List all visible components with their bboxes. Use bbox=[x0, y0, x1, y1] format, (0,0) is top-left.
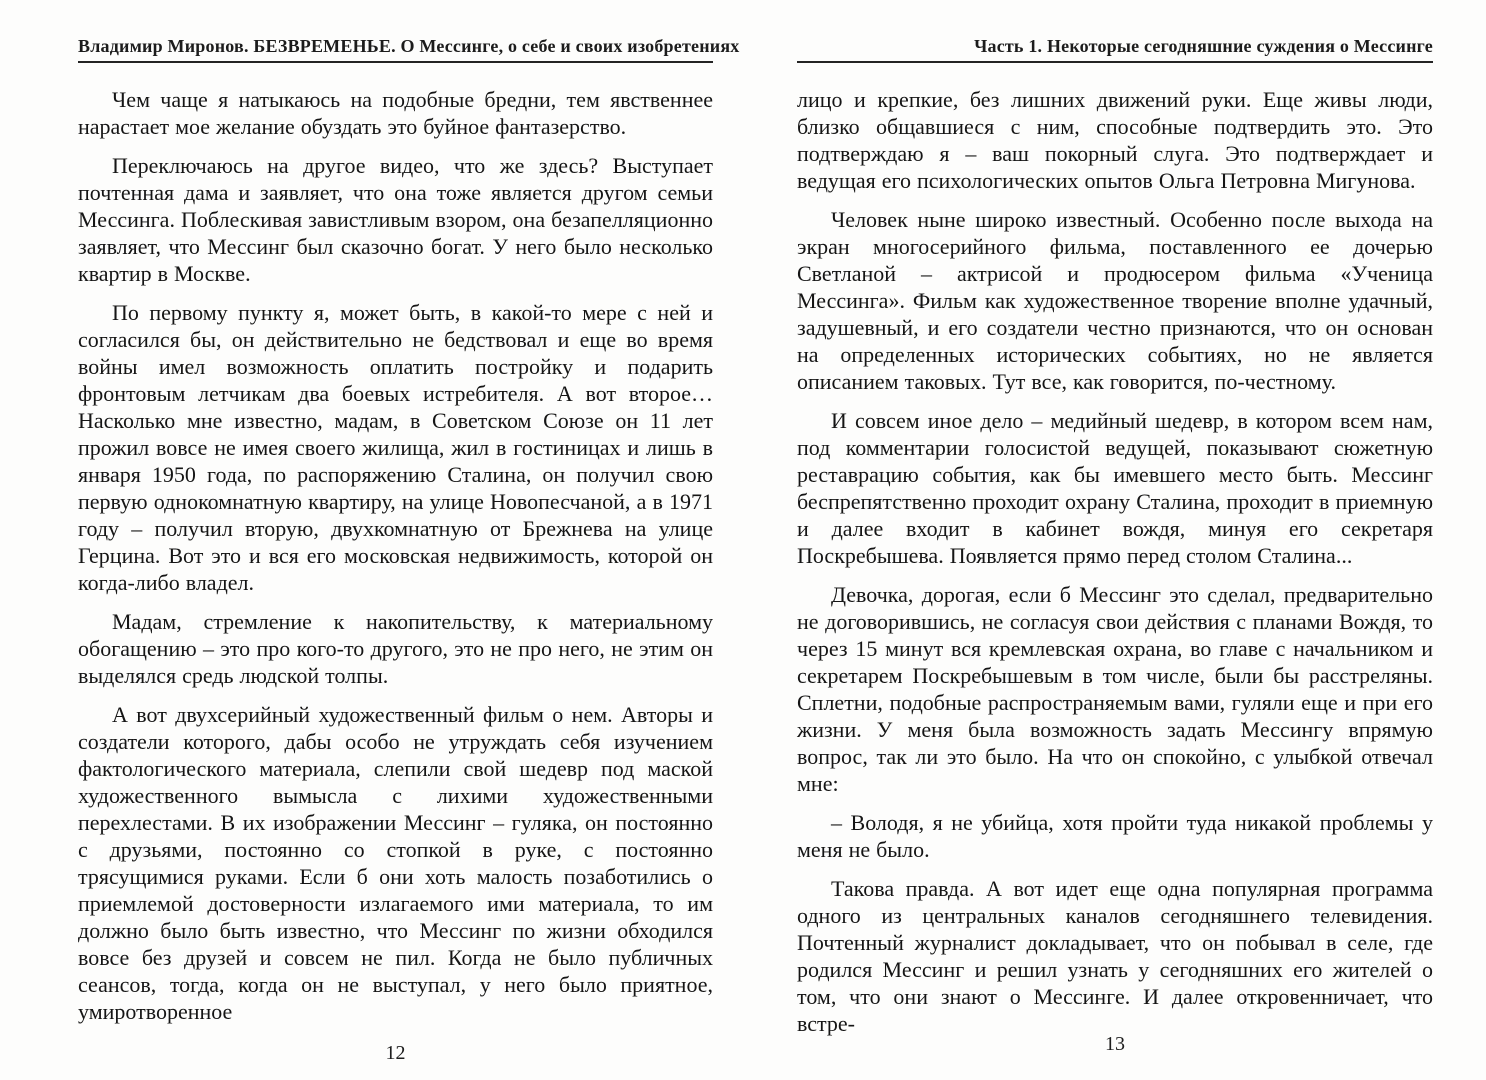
left-header-rule bbox=[78, 61, 713, 63]
paragraph: Мадам, стремление к накопительству, к материальному обогащению – это про кого-то другого, это не про него, не этим он выделялся средь людской толпы. bbox=[78, 609, 713, 688]
right-page-body bbox=[797, 86, 1433, 1049]
paragraph: Чем чаще я натыкаюсь на подобные бредни, тем явственнее нарастает мое желание обуздать это буйное фантазерство. bbox=[78, 87, 713, 139]
paragraph: А вот двухсерийный художественный фильм о нем. Авторы и создатели которого, дабы особо не утруждать себя изучением фактологического материала, слепили свой шедевр под маской художественного вымысла с лихими художественными перехлестами. В их изображении Мессинг – гуляка, он постоянно с друзьями, постоянно со стопкой в руке, с постоянно трясущимися руками. Если б они хоть малость позаботились о приемлемой достоверности излагаемого ими материала, то им должно было быть известно, что Мессинг по жизни обходился вовсе без друзей и совсем не пил. Когда не было публичных сеансов, тогда, когда он не выступал, у него было приятное, умиротворенное bbox=[78, 702, 713, 1024]
paragraph: Девочка, дорогая, если б Мессинг это сделал, предварительно не договорившись, не согласуя свои действия с планами Вождя, то через 15 минут вся кремлевская охрана, во главе с начальником и секретарем Поскребышевым в том числе, были бы расстреляны. Сплетни, подобные распространяемым вами, гуляли еще и при его жизни. У меня была возможность задать Мессингу впрямую вопрос, так ли это было. На что он спокойно, с улыбкой отвечал мне: bbox=[797, 582, 1433, 796]
paragraph: По первому пункту я, может быть, в какой-то мере с ней и согласился бы, он действительно не бедствовал и еще во время войны имел возможность оплатить постройку и подарить фронтовым летчикам два боевых истребителя. А вот второе… Насколько мне известно, мадам, в Советском Союзе он 11 лет прожил вовсе не имея своего жилища, жил в гостиницах и лишь в января 1950 года, по распоряжению Сталина, он получил свою первую однокомнатную квартиру, на улице Новопесчаной, а в 1971 году – получил вторую, двухкомнатную от Брежнева на улице Герцина. Вот это и вся его московская недвижимость, которой он когда-либо владел. bbox=[78, 300, 713, 595]
paragraph: Переключаюсь на другое видео, что же здесь? Выступает почтенная дама и заявляет, что она тоже является другом семьи Мессинга. Поблескивая завистливым взором, она безапелляционно заявляет, что Мессинг был сказочно богат. У него было несколько квартир в Москве. bbox=[78, 153, 713, 286]
left-page-body bbox=[78, 86, 713, 1037]
paragraph: лицо и крепкие, без лишних движений руки. Еще живы люди, близко общавшиеся с ним, способные подтвердить это. Это подтверждаю я – ваш покорный слуга. Это подтверждает и ведущая его психологических опытов Ольга Петровна Мигунова. bbox=[797, 87, 1433, 193]
right-running-header: Часть 1. Некоторые сегодняшние суждения о Мессинге bbox=[974, 36, 1433, 56]
paragraph: Такова правда. А вот идет еще одна популярная программа одного из центральных каналов сегодняшнего телевидения. Почтенный журналист докладывает, что он побывал в селе, где родился Мессинг и решил узнать у сегодняшних его жителей о том, что они знают о Мессинге. И далее откровенничает, что встре- bbox=[797, 876, 1433, 1036]
paragraph: И совсем иное дело – медийный шедевр, в котором всем нам, под комментарии голосистой ведущей, показывают сюжетную реставрацию события, как бы имевшего место быть. Мессинг беспрепятственно проходит охрану Сталина, проходит в приемную и далее входит в кабинет вождя, минуя его секретаря Поскребышева. Появляется прямо перед столом Сталина... bbox=[797, 408, 1433, 568]
right-header-rule bbox=[797, 61, 1433, 63]
paragraph: Человек ныне широко известный. Особенно после выхода на экран многосерийного фильма, поставленного ее дочерью Светланой – актрисой и продюсером фильма «Ученица Мессинга». Фильм как художественное творение вполне удачный, задушевный, и его создатели честно признаются, что он основан на определенных исторических событиях, но не является описанием таковых. Тут все, как говорится, по-честному. bbox=[797, 207, 1433, 394]
paragraph: – Володя, я не убийца, хотя пройти туда никакой проблемы у меня не было. bbox=[797, 810, 1433, 862]
page-right bbox=[797, 0, 1433, 1080]
page-left bbox=[78, 0, 740, 1080]
left-running-header: Владимир Миронов. БЕЗВРЕМЕНЬЕ. О Мессинге, о себе и своих изобретениях bbox=[78, 36, 740, 56]
left-page-number: 12 bbox=[385, 1042, 406, 1064]
right-page-number: 13 bbox=[1105, 1033, 1125, 1055]
